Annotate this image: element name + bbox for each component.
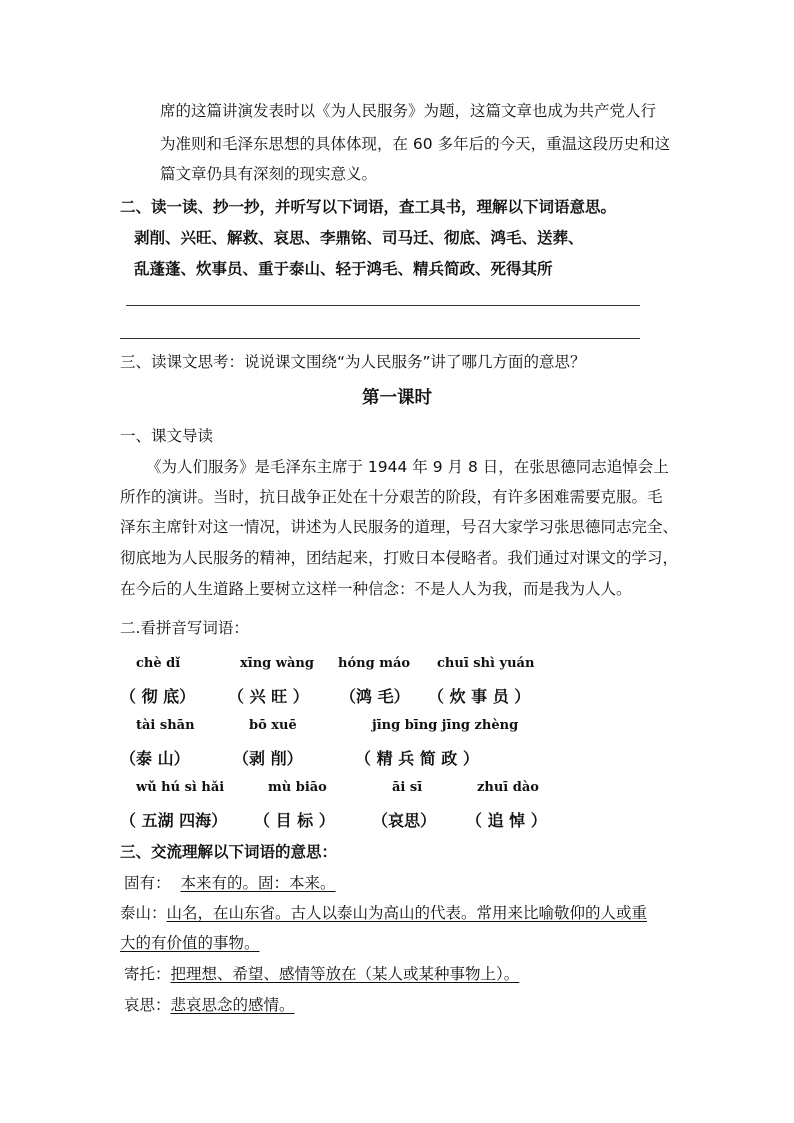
vocab-item-aisi	[124, 995, 295, 1015]
intro-line-3: 篇文章仍具有深刻的现实意义。	[160, 165, 378, 183]
answer-wu-hu-si-hai: （ 五湖 四海）	[120, 811, 228, 830]
pinyin-ai-si: āi sī	[392, 780, 423, 795]
vocab-term: 固有：	[124, 874, 171, 892]
pinyin-hong-mao: hóng máo	[338, 656, 411, 671]
section-3-question: 三、读课文思考：说说课文围绕“为人民服务”讲了哪几方面的意思？	[120, 353, 586, 371]
guide-para-line-1: 《为人们服务》是毛泽东主席于 1944 年 9 月 8 日，在张思德同志追悼会上	[146, 458, 669, 476]
pinyin-wu-hu-si-hai: wǔ hú sì hǎi	[136, 780, 225, 795]
vocab-term: 哀思：	[124, 996, 171, 1014]
guide-heading: 一、课文导读	[120, 427, 214, 445]
answer-che-di: （ 彻 底）	[120, 687, 196, 706]
writing-line-2	[120, 338, 640, 339]
vocab-item-taishan	[120, 903, 647, 923]
writing-line-1	[126, 305, 640, 306]
vocab-definition: 山名，在山东省。古人以泰山为高山的代表。常用来比喻敬仰的人或重	[166, 904, 648, 922]
lesson-title: 第一课时	[362, 388, 432, 408]
answer-zhui-dao: （ 追 悼 ）	[466, 811, 547, 830]
vocab-definition: 本来有的。固：本来。	[180, 874, 336, 892]
answer-chui-shi-yuan: （ 炊 事 员 ）	[428, 687, 531, 706]
vocab-definition: 把理想、希望、感情等放在（某人或某种事物上）。	[170, 965, 520, 983]
vocab-term: 泰山：	[120, 904, 167, 922]
vocab-heading: 三、交流理解以下词语的意思：	[120, 843, 338, 861]
pinyin-mu-biao: mù biāo	[268, 780, 327, 795]
vocab-list-line-2: 乱蓬蓬、炊事员、重于泰山、轻于鸿毛、精兵简政、死得其所	[134, 260, 553, 278]
section-2-heading: 二、读一读、抄一抄，并听写以下词语，查工具书，理解以下词语意思。	[120, 198, 617, 216]
answer-mu-biao: （ 目 标 ）	[254, 811, 335, 830]
pinyin-heading: 二.看拼音写词语：	[120, 619, 249, 637]
intro-line-1: 席的这篇讲演发表时以《为人民服务》为题，这篇文章也成为共产党人行	[160, 102, 657, 120]
vocab-list-line-1: 剥削、兴旺、解救、哀思、李鼎铭、司马迁、彻底、鸿毛、送葬、	[134, 229, 584, 247]
answer-ai-si: （哀思）	[372, 811, 437, 830]
pinyin-xing-wang: xīng wàng	[240, 656, 314, 671]
vocab-term: 寄托：	[124, 965, 171, 983]
guide-para-line-2: 所作的演讲。当时，抗日战争正处在十分艰苦的阶段，有许多困难需要克服。毛	[120, 488, 663, 506]
pinyin-jing-bing-jing-zheng: jīng bīng jīng zhèng	[372, 718, 519, 733]
pinyin-che-di: chè dǐ	[136, 656, 181, 671]
pinyin-zhui-dao: zhuī dào	[477, 780, 539, 795]
answer-jing-bing-jian-zheng: （ 精 兵 简 政 ）	[355, 749, 479, 768]
answer-bo-xue: （剥 削）	[233, 749, 303, 768]
vocab-item-jituo	[124, 964, 519, 984]
guide-para-line-5: 在今后的人生道路上要树立这样一种信念：不是人人为我，而是我为人人。	[120, 580, 632, 598]
vocab-item-taishan-cont	[120, 933, 260, 953]
pinyin-bo-xue: bō xuē	[249, 718, 297, 733]
vocab-definition: 悲哀思念的感情。	[170, 996, 295, 1014]
answer-hong-mao: （鸿 毛）	[340, 687, 410, 706]
vocab-definition-continued: 大的有价值的事物。	[120, 934, 260, 952]
answer-xing-wang: （ 兴 旺 ）	[228, 687, 309, 706]
guide-para-line-3: 泽东主席针对这一情况，讲述为人民服务的道理，号召大家学习张思德同志完全、	[120, 518, 679, 536]
guide-para-line-4: 彻底地为人民服务的精神，团结起来，打败日本侵略者。我们通过对课文的学习，	[120, 549, 679, 567]
pinyin-tai-shan: tài shān	[136, 718, 195, 733]
answer-tai-shan: （泰 山）	[120, 749, 190, 768]
intro-line-2: 为准则和毛泽东思想的具体体现，在 60 多年后的今天，重温这段历史和这	[160, 135, 671, 153]
pinyin-chui-shi-yuan: chuī shì yuán	[437, 656, 535, 671]
vocab-item-guyou	[124, 873, 336, 893]
